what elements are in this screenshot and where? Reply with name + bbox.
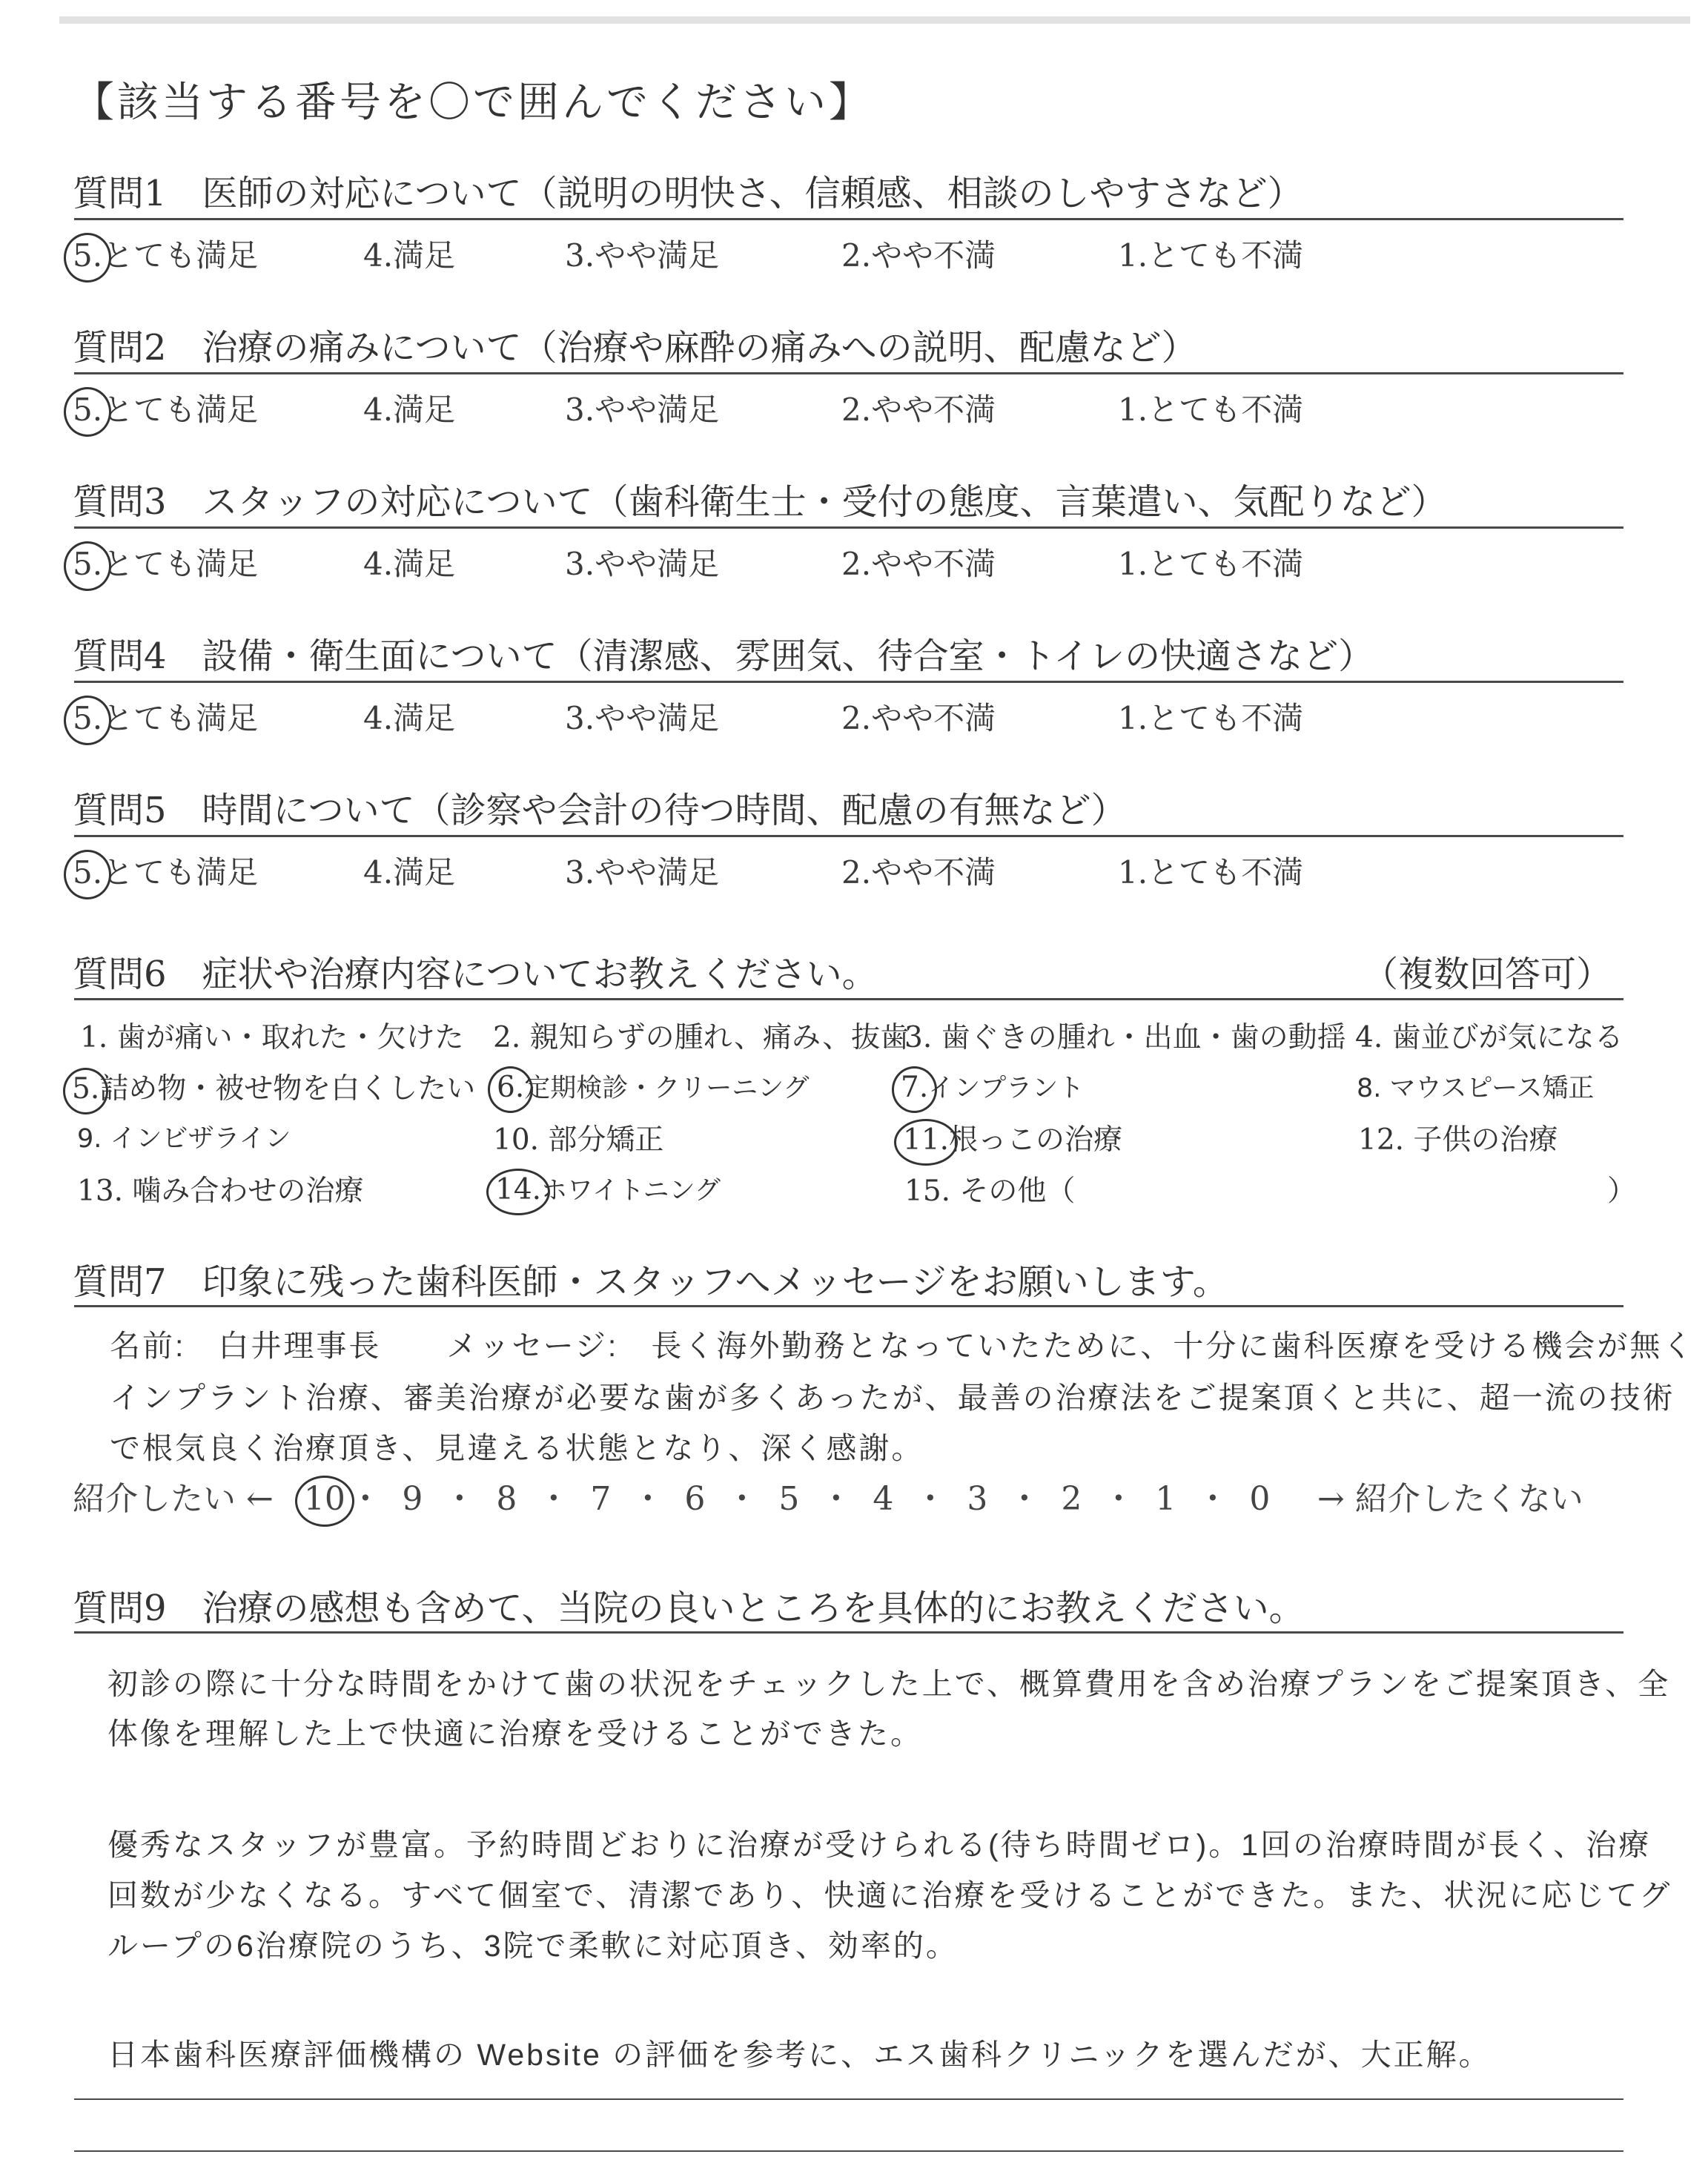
selected-circle: 7. <box>901 1071 929 1104</box>
selected-circle: 5. <box>73 237 103 274</box>
q9-rule <box>74 1631 1623 1634</box>
q6-note: （複数回答可） <box>1363 954 1612 995</box>
q1-option-4[interactable]: 4.満足 <box>363 237 456 274</box>
q1-option-1[interactable]: 1.とても不満 <box>1118 237 1304 274</box>
q5-option-5[interactable] <box>73 848 258 893</box>
q6-option-6[interactable] <box>497 1068 810 1105</box>
q5-option-4[interactable]: 4.満足 <box>363 854 456 891</box>
q9-title: 質問9 治療の感想も含めて、当院の良いところを具体的にお教えください。 <box>73 1588 1305 1629</box>
selected-circle: 5. <box>73 546 103 582</box>
q6-option-8[interactable]: 8. マウスピース矯正 <box>1357 1074 1595 1103</box>
scale-number: 6 <box>684 1480 706 1518</box>
q6-option-1[interactable]: 1. 歯が痛い・取れた・欠けた <box>80 1021 464 1054</box>
q2-title: 質問2 治療の痛みについて（治療や麻酔の痛みへの説明、配慮など） <box>73 327 1197 369</box>
q6-option-3[interactable]: 3. 歯ぐきの腫れ・出血・歯の動揺 <box>904 1021 1346 1054</box>
q6-option-11-label: 根っこの治療 <box>949 1123 1123 1157</box>
q6-option-15-close: ） <box>1607 1175 1637 1208</box>
scale-number: 0 <box>1249 1480 1271 1518</box>
q1-option-5[interactable] <box>73 231 258 276</box>
option-label: とても満足 <box>102 237 259 274</box>
selected-circle: 14. <box>495 1173 542 1206</box>
q5-title: 質問5 時間について（診察や会計の待つ時間、配慮の有無など） <box>73 790 1127 831</box>
scale-left-label: 紹介したい ← <box>73 1480 274 1518</box>
q3-title: 質問3 スタッフの対応について（歯科衛生士・受付の態度、言葉遣い、気配りなど） <box>73 481 1447 523</box>
q3-option-3[interactable]: 3.やや満足 <box>565 546 720 582</box>
q3-option-2[interactable]: 2.やや不満 <box>841 546 996 582</box>
q7-line-2: インプラント治療、審美治療が必要な歯が多くあったが、最善の治療法をご提案頂くと共に、超一流の技術 <box>110 1381 1675 1415</box>
selected-circle: 5. <box>73 700 103 736</box>
q2-option-5[interactable] <box>73 386 258 430</box>
q4-rule <box>74 681 1623 683</box>
scale-number: 7 <box>590 1480 612 1518</box>
q1-option-2[interactable]: 2.やや不満 <box>841 237 996 274</box>
q4-option-4[interactable]: 4.満足 <box>363 700 456 736</box>
q2-option-2[interactable]: 2.やや不満 <box>841 392 996 428</box>
q2-rule <box>74 372 1623 374</box>
option-label: とても満足 <box>102 854 259 891</box>
q7-line-3: で根気良く治療頂き、見違える状態となり、深く感謝。 <box>110 1431 924 1465</box>
q7-title: 質問7 印象に残った歯科医師・スタッフへメッセージをお願いします。 <box>73 1261 1228 1303</box>
q6-option-13[interactable]: 13. 噛み合わせの治療 <box>77 1175 364 1208</box>
q6-option-4[interactable]: 4. 歯並びが気になる <box>1355 1021 1623 1054</box>
q3-option-5[interactable] <box>73 540 258 584</box>
q6-title: 質問6 症状や治療内容についてお教えください。 <box>73 954 878 995</box>
option-label: とても満足 <box>102 392 259 428</box>
selected-circle: 6. <box>497 1071 525 1104</box>
q6-option-5-label: 詰め物・被せ物を白くしたい <box>99 1072 476 1106</box>
selected-circle: 5. <box>73 854 103 891</box>
scale-right-label: → 紹介したくない <box>1317 1480 1583 1518</box>
scale-number: 9 <box>402 1480 423 1518</box>
q3-option-4[interactable]: 4.満足 <box>363 546 456 582</box>
q1-title: 質問1 医師の対応について（説明の明快さ、信頼感、相談のしやすさなど） <box>73 173 1303 214</box>
q6-option-10[interactable]: 10. 部分矯正 <box>493 1123 664 1157</box>
q4-title: 質問4 設備・衛生面について（清潔感、雰囲気、待合室・トイレの快適さなど） <box>73 635 1374 677</box>
q9-p2-line-3: ループの6治療院のうち、3院で柔軟に対応頂き、効率的。 <box>107 1929 959 1963</box>
form-heading: 【該当する番号を〇で囲んでください】 <box>73 79 873 127</box>
referral-scale <box>73 1472 1583 1519</box>
q4-option-3[interactable]: 3.やや満足 <box>565 700 720 736</box>
option-label: とても満足 <box>102 546 259 582</box>
q2-option-1[interactable]: 1.とても不満 <box>1118 392 1304 428</box>
scale-number: 8 <box>496 1480 517 1518</box>
q6-option-7[interactable] <box>901 1068 1084 1105</box>
q1-rule <box>74 218 1623 220</box>
q4-option-1[interactable]: 1.とても不満 <box>1118 700 1304 736</box>
q6-option-5[interactable] <box>72 1066 475 1107</box>
selected-circle: 11. <box>903 1123 950 1157</box>
q6-option-11[interactable] <box>903 1117 1122 1158</box>
q4-option-5[interactable] <box>73 694 258 739</box>
scale-numbers: 10 ・ 9 ・ 8 ・ 7 ・ 6 ・ 5 ・ 4 ・ 3 ・ 2 ・ 1 ・ 0 <box>284 1480 1307 1518</box>
scan-edge <box>59 16 1690 24</box>
q6-option-14-label: ホワイトニング <box>541 1176 721 1206</box>
q1-option-3[interactable]: 3.やや満足 <box>565 237 720 274</box>
option-label: とても満足 <box>102 700 259 736</box>
q6-option-2[interactable]: 2. 親知らずの腫れ、痛み、抜歯 <box>493 1021 910 1054</box>
q3-option-1[interactable]: 1.とても不満 <box>1118 546 1304 582</box>
q2-option-4[interactable]: 4.満足 <box>363 392 456 428</box>
q4-option-2[interactable]: 2.やや不満 <box>841 700 996 736</box>
selected-circle: 5. <box>72 1072 100 1106</box>
answer-rule <box>74 2150 1623 2152</box>
q7-rule <box>74 1305 1623 1307</box>
scale-number: 5 <box>778 1480 800 1518</box>
q2-option-3[interactable]: 3.やや満足 <box>565 392 720 428</box>
q7-line-1: 名前: 白井理事長 メッセージ: 長く海外勤務となっていたために、十分に歯科医療を受ける機会が無く <box>110 1329 1695 1363</box>
q6-option-6-label: 定期検診・クリーニング <box>524 1074 810 1103</box>
q5-rule <box>74 835 1623 837</box>
scale-number: 4 <box>873 1480 894 1518</box>
q6-option-15[interactable]: 15. その他（ <box>904 1175 1076 1208</box>
q9-p1-line-2: 体像を理解した上で快適に治療を受けることができた。 <box>107 1717 923 1751</box>
scale-number: 2 <box>1061 1480 1082 1518</box>
q9-p3-line-1: 日本歯科医療評価機構の Website の評価を参考に、エス歯科クリニックを選んだが、大正解。 <box>107 2038 1492 2072</box>
q5-option-3[interactable]: 3.やや満足 <box>565 854 720 891</box>
scale-number: 10 <box>303 1480 345 1518</box>
q6-option-7-label: インプラント <box>928 1074 1085 1103</box>
answer-rule <box>74 2098 1623 2100</box>
q5-option-2[interactable]: 2.やや不満 <box>841 854 996 891</box>
selected-circle: 5. <box>73 392 103 428</box>
q3-rule <box>74 526 1623 529</box>
scale-number: 1 <box>1155 1480 1176 1518</box>
q6-option-12[interactable]: 12. 子供の治療 <box>1358 1123 1558 1157</box>
q6-option-14[interactable] <box>495 1170 721 1207</box>
q9-p1-line-1: 初診の際に十分な時間をかけて歯の状況をチェックした上で、概算費用を含め治療プランをご提案頂き、全 <box>107 1667 1671 1701</box>
q6-option-9[interactable]: 9. インビザライン <box>77 1124 291 1154</box>
q9-p2-line-1: 優秀なスタッフが豊富。予約時間どおりに治療が受けられる(待ち時間ゼロ)。1回の治療時間が長く、治療 <box>107 1828 1652 1862</box>
q5-option-1[interactable]: 1.とても不満 <box>1118 854 1304 891</box>
scale-number: 3 <box>967 1480 988 1518</box>
q9-p2-line-2: 回数が少なくなる。すべて個室で、清潔であり、快適に治療を受けることができた。また、状況に応じてグ <box>107 1878 1672 1912</box>
q6-rule <box>74 998 1623 1000</box>
